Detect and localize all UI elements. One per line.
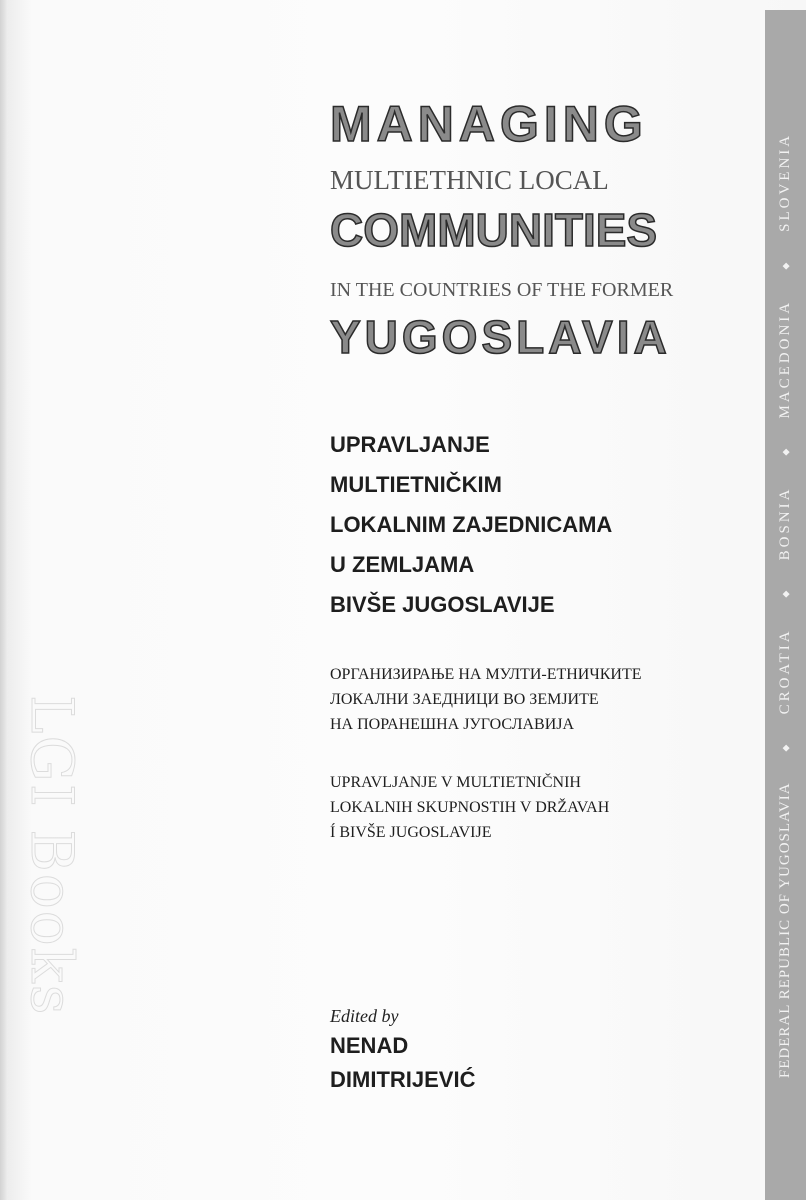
- edited-by-label: Edited by: [330, 1006, 399, 1026]
- slovenian-title-line: LOKALNIH SKUPNOSTIH V DRŽAVAH: [330, 799, 610, 816]
- macedonian-title-line: ЛОКАЛНИ ЗАЕДНИЦИ ВО ЗЕМЈИТЕ: [330, 691, 599, 708]
- country-spine-band: [765, 10, 806, 1200]
- diamond-separator-icon: [782, 744, 790, 752]
- macedonian-title-line: НА ПОРАНЕШНА ЈУГОСЛАВИЈА: [330, 716, 575, 733]
- spine-country-yugoslavia: FEDERAL REPUBLIC OF YUGOSLAVIA: [777, 781, 793, 1078]
- editor-last-name: DIMITRIJEVIĆ: [330, 1067, 476, 1092]
- cover-left-edge: [0, 0, 8, 1200]
- macedonian-title: [330, 662, 642, 737]
- spine-country-slovenia: SLOVENIA: [777, 132, 793, 232]
- title-multiethnic-local: MULTIETHNIC LOCAL: [330, 165, 609, 195]
- editor-first-name: NENAD: [330, 1033, 409, 1058]
- croatian-title-line: BIVŠE JUGOSLAVIJE: [330, 592, 555, 617]
- lgi-books-watermark: LGI Books: [18, 695, 86, 1017]
- diamond-separator-icon: [782, 590, 790, 598]
- editor-credit: [330, 1003, 475, 1097]
- croatian-title-line: LOKALNIM ZAJEDNICAMA: [330, 512, 613, 537]
- title-communities: COMMUNITIES: [330, 204, 658, 256]
- croatian-title-line: MULTIETNIČKIM: [330, 472, 502, 497]
- spine-country-croatia: CROATIA: [777, 627, 793, 714]
- title-managing: MANAGING: [330, 96, 648, 152]
- title-in-the-countries: IN THE COUNTRIES OF THE FORMER: [330, 279, 674, 301]
- diamond-separator-icon: [782, 448, 790, 456]
- croatian-title-line: U ZEMLJAMA: [330, 552, 475, 577]
- croatian-title-line: UPRAVLJANJE: [330, 432, 490, 457]
- english-title: [330, 96, 690, 364]
- slovenian-title: [330, 770, 609, 845]
- spine-country-bosnia: BOSNIA: [777, 486, 793, 560]
- macedonian-title-line: ОРГАНИЗИРАЊЕ НА МУЛТИ-ЕТНИЧКИТЕ: [330, 666, 642, 683]
- slovenian-title-line: Í BIVŠE JUGOSLAVIJE: [330, 824, 492, 841]
- croatian-title: [330, 425, 612, 625]
- spine-country-macedonia: MACEDONIA: [777, 299, 793, 419]
- slovenian-title-line: UPRAVLJANJE V MULTIETNIČNIH: [330, 774, 581, 791]
- title-yugoslavia: YUGOSLAVIA: [330, 311, 671, 363]
- diamond-separator-icon: [782, 261, 790, 269]
